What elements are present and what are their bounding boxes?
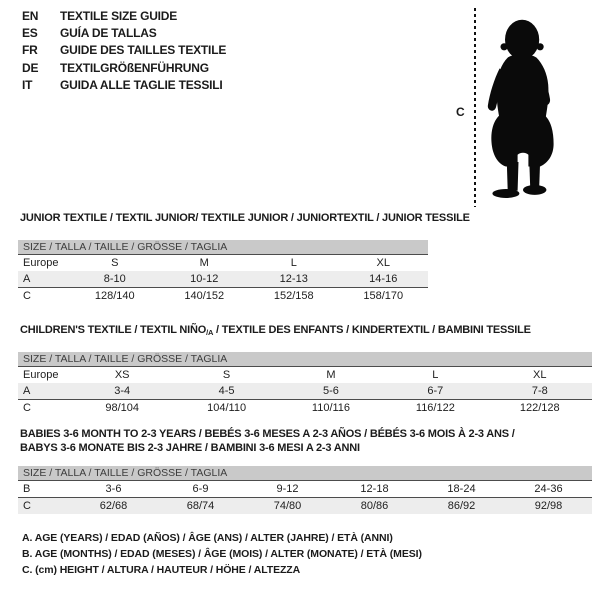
cell: 18-24 — [447, 483, 476, 495]
height-measure-label: C — [456, 105, 465, 119]
table-row-height — [18, 498, 592, 515]
table-row-europe — [18, 367, 592, 383]
cell: 12-13 — [279, 273, 308, 285]
babies-size-table — [18, 466, 592, 514]
size-table — [18, 367, 592, 416]
table-row-height — [18, 288, 428, 305]
footnote-legend — [22, 530, 422, 578]
section-title-text: CHILDREN'S TEXTILE / TEXTIL NIÑO — [20, 324, 207, 336]
cell: 62/68 — [70, 498, 157, 515]
size-header-bar: SIZE / TALLA / TAILLE / GRÖSSE / TAGLIA — [18, 352, 592, 367]
row-label: B — [23, 483, 31, 495]
size-header-bar: SIZE / TALLA / TAILLE / GRÖSSE / TAGLIA — [18, 466, 592, 481]
section-title-junior: JUNIOR TEXTILE / TEXTIL JUNIOR/ TEXTILE JUNIOR / JUNIORTEXTIL / JUNIOR TESSILE — [20, 212, 470, 224]
cell: 10-12 — [190, 273, 219, 285]
language-row-it — [22, 77, 226, 94]
cell: 116/122 — [383, 400, 487, 417]
cell: 14-16 — [369, 273, 398, 285]
row-label: Europe — [23, 257, 59, 269]
language-title: TEXTILE SIZE GUIDE — [60, 9, 178, 23]
section-title-babies — [20, 427, 585, 455]
row-label: A — [23, 273, 31, 285]
row-label: C — [18, 498, 70, 515]
table-row-age — [18, 271, 428, 288]
table-row-age — [18, 383, 592, 400]
language-row-en — [22, 8, 226, 25]
language-code: IT — [22, 77, 33, 92]
size-table — [18, 481, 592, 514]
cell: 9-12 — [276, 483, 299, 495]
section-title-line2: BABYS 3-6 MONATE BIS 2-3 JAHRE / BAMBINI 3-6 MESI A 2-3 ANNI — [20, 442, 360, 454]
size-table — [18, 255, 428, 304]
cell: 3-6 — [105, 483, 122, 495]
cell: 92/98 — [505, 498, 592, 515]
cell: 24-36 — [534, 483, 563, 495]
cell: 140/152 — [160, 288, 250, 305]
section-title-text: / TEXTILE DES ENFANTS / KINDERTEXTIL / BAMBINI TESSILE — [213, 324, 531, 336]
cell: 8-10 — [103, 273, 126, 285]
children-size-table — [18, 352, 592, 416]
table-row-age-months — [18, 481, 592, 498]
cell: 128/140 — [70, 288, 160, 305]
cell: 6-7 — [427, 385, 444, 397]
cell: 3-4 — [114, 385, 131, 397]
cell: 5-6 — [323, 385, 339, 397]
size-header-bar: SIZE / TALLA / TAILLE / GRÖSSE / TAGLIA — [18, 240, 428, 255]
cell: 104/110 — [174, 400, 278, 417]
section-title-subscript: /A — [206, 328, 214, 337]
cell: L — [290, 257, 297, 269]
cell: 7-8 — [531, 385, 548, 397]
cell: 74/80 — [244, 498, 331, 515]
language-code: FR — [22, 43, 38, 58]
row-label: Europe — [23, 369, 59, 381]
footnote-c: C. (cm) HEIGHT / ALTURA / HAUTEUR / HÖHE / ALTEZZA — [22, 564, 301, 576]
section-title-children — [20, 324, 531, 337]
language-code: DE — [22, 60, 39, 75]
cell: 80/86 — [331, 498, 418, 515]
language-title: GUÍA DE TALLAS — [60, 26, 157, 41]
cell: 86/92 — [418, 498, 505, 515]
cell: XS — [114, 369, 130, 381]
junior-size-table — [18, 240, 428, 304]
baby-silhouette-icon — [478, 9, 568, 207]
cell: S — [111, 257, 119, 269]
cell: S — [222, 369, 231, 381]
language-title: GUIDE DES TAILLES TEXTILE — [60, 43, 227, 58]
cell: XL — [376, 257, 390, 269]
cell: M — [199, 257, 209, 269]
language-code: EN — [22, 9, 39, 23]
cell: 12-18 — [360, 483, 389, 495]
row-label: A — [23, 385, 31, 397]
language-title: TEXTILGRÖßENFÜHRUNG — [60, 60, 209, 75]
row-label: C — [18, 288, 70, 305]
language-title: GUIDA ALLE TAGLIE TESSILI — [60, 77, 223, 92]
language-code: ES — [22, 26, 38, 41]
language-title-list — [22, 8, 226, 94]
cell: 110/116 — [279, 400, 383, 417]
cell: 6-9 — [192, 483, 209, 495]
cell: 158/170 — [339, 288, 429, 305]
table-row-height — [18, 400, 592, 417]
cell: 122/128 — [488, 400, 592, 417]
cell: 98/104 — [70, 400, 174, 417]
cell: 152/158 — [249, 288, 339, 305]
cell: 4-5 — [218, 385, 235, 397]
language-row-de — [22, 60, 226, 77]
footnote-a: A. AGE (YEARS) / EDAD (AÑOS) / ÂGE (ANS) / ALTER (JAHRE) / ETÀ (ANNI) — [22, 532, 393, 544]
cell: XL — [533, 369, 547, 381]
language-row-es — [22, 25, 226, 42]
row-label: C — [18, 400, 70, 417]
height-measure-dashed-line — [474, 8, 476, 207]
language-row-fr — [22, 42, 226, 59]
table-row-europe — [18, 255, 428, 271]
section-title-line1: BABIES 3-6 MONTH TO 2-3 YEARS / BEBÉS 3-6 MESES A 2-3 AÑOS / BÉBÉS 3-6 MOIS À 2-3 ANS / — [20, 428, 515, 440]
cell: M — [326, 369, 336, 381]
footnote-b: B. AGE (MONTHS) / EDAD (MESES) / ÂGE (MOIS) / ALTER (MONATE) / ETÀ (MESI) — [22, 548, 422, 560]
cell: 68/74 — [157, 498, 244, 515]
cell: L — [432, 369, 439, 381]
